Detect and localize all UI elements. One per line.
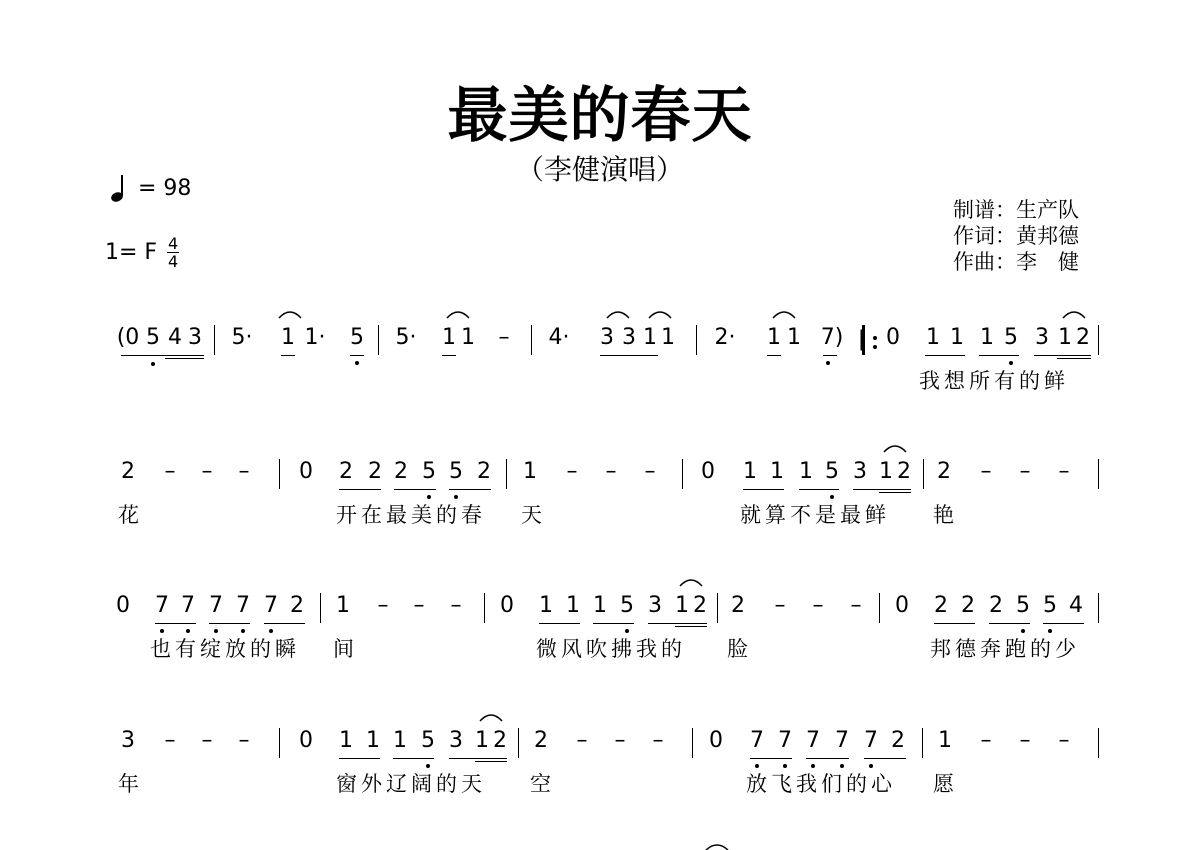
note: 2 xyxy=(394,459,408,484)
note: 0 xyxy=(886,325,900,350)
song-subtitle: （李健演唱） xyxy=(515,153,684,186)
lyric-text: 我想所有的鲜 xyxy=(919,369,1069,393)
note: 3 xyxy=(853,459,867,484)
note: 1 xyxy=(461,325,475,350)
note: 1 xyxy=(643,325,657,350)
note: 0 xyxy=(299,459,313,484)
underline xyxy=(393,758,434,759)
note: 0 xyxy=(895,593,909,618)
dash: – xyxy=(164,459,176,484)
tie-slur xyxy=(479,712,503,722)
barline xyxy=(214,325,215,355)
note: 1 xyxy=(661,325,675,350)
underline xyxy=(675,626,707,627)
lyric-text: 微风吹拂我的 xyxy=(536,637,686,661)
dash: – xyxy=(450,593,462,618)
key-signature xyxy=(105,236,179,269)
note: 1 xyxy=(787,325,801,350)
note: 1 xyxy=(799,459,813,484)
tie-slur xyxy=(446,309,470,319)
note: 7 xyxy=(835,728,849,753)
note: 3 xyxy=(600,325,614,350)
note: 5 xyxy=(146,325,160,350)
repeat-dot xyxy=(873,336,877,340)
tie-slur xyxy=(883,443,907,453)
barline xyxy=(696,325,697,355)
barline xyxy=(682,459,683,489)
underline xyxy=(593,623,634,624)
underline xyxy=(750,758,792,759)
underline xyxy=(879,492,911,493)
note: 1 xyxy=(950,325,964,350)
dash: – xyxy=(238,459,250,484)
low-octave-dot xyxy=(355,361,359,365)
time-signature xyxy=(167,236,179,269)
underline xyxy=(767,355,781,356)
dash: – xyxy=(980,459,992,484)
note: 7 xyxy=(750,728,764,753)
note: 1 xyxy=(593,593,607,618)
barline xyxy=(1098,459,1099,489)
tie-slur xyxy=(648,309,672,319)
note: 2 xyxy=(534,728,548,753)
credit-composer: 作曲：李 健 xyxy=(953,250,1079,274)
underline xyxy=(853,489,911,490)
dash: – xyxy=(980,728,992,753)
underline xyxy=(806,758,849,759)
note: 2 xyxy=(961,593,975,618)
low-octave-dot xyxy=(151,362,155,366)
note: 4 xyxy=(1069,593,1083,618)
low-octave-dot xyxy=(826,361,830,365)
dash: – xyxy=(576,728,588,753)
barline xyxy=(923,459,924,489)
dash: – xyxy=(498,325,510,350)
note: 1 xyxy=(281,325,295,350)
underline xyxy=(394,489,436,490)
barline xyxy=(1098,325,1099,355)
note: 1 xyxy=(566,593,580,618)
underline xyxy=(648,623,707,624)
barline xyxy=(717,593,718,623)
lyric-text: 天 xyxy=(521,503,546,527)
note: 1 xyxy=(393,728,407,753)
note: 1 xyxy=(366,728,380,753)
dash: – xyxy=(413,593,425,618)
note: 7 xyxy=(264,593,278,618)
note: 2 xyxy=(1076,325,1090,350)
note: 5 xyxy=(620,593,634,618)
dash: – xyxy=(774,593,786,618)
underline xyxy=(1043,623,1084,624)
note: 1 xyxy=(938,728,952,753)
note: 2 xyxy=(121,459,135,484)
time-signature-top: 4 xyxy=(167,234,179,253)
lyric-text: 脸 xyxy=(727,637,752,661)
barline xyxy=(692,728,693,758)
underline xyxy=(165,358,204,359)
barline xyxy=(922,728,923,758)
dash: – xyxy=(566,459,578,484)
note: 5 xyxy=(350,325,364,350)
note: 2 xyxy=(934,593,948,618)
dash: – xyxy=(812,593,824,618)
dash: – xyxy=(201,728,213,753)
note: 2 xyxy=(897,459,911,484)
lyric-text: 就算不是最鲜 xyxy=(740,503,890,527)
dash: – xyxy=(1019,459,1031,484)
underline xyxy=(475,761,507,762)
note: 1 xyxy=(523,459,537,484)
note: 3 xyxy=(648,593,662,618)
note: 3 xyxy=(449,728,463,753)
dash: – xyxy=(605,459,617,484)
barline xyxy=(1098,593,1099,623)
credit-lyricist: 作词：黄邦德 xyxy=(953,224,1079,248)
underline xyxy=(1034,355,1091,356)
note: 7 xyxy=(806,728,820,753)
lyric-text: 间 xyxy=(333,637,358,661)
underline xyxy=(989,623,1030,624)
credits xyxy=(953,197,1079,275)
note: 3 xyxy=(121,728,135,753)
dash: – xyxy=(164,728,176,753)
dash: – xyxy=(238,728,250,753)
note: 2 xyxy=(731,593,745,618)
barline xyxy=(484,593,485,623)
tie-slur xyxy=(705,842,729,850)
barline xyxy=(279,459,280,489)
note: 7 xyxy=(155,593,169,618)
underline xyxy=(339,758,380,759)
note: 2 xyxy=(891,728,905,753)
song-title: 最美的春天 xyxy=(447,81,753,151)
credit-arranger: 制谱：生产队 xyxy=(953,198,1079,222)
dash: – xyxy=(652,728,664,753)
note: 2 xyxy=(493,728,507,753)
underline xyxy=(979,355,1019,356)
note: 1 xyxy=(743,459,757,484)
lyric-text: 也有绽放的瞬 xyxy=(150,637,300,661)
note: 2· xyxy=(714,325,736,350)
underline xyxy=(209,623,250,624)
barline xyxy=(378,325,379,355)
barline xyxy=(518,728,519,758)
note: 2 xyxy=(693,593,707,618)
note: 0 xyxy=(500,593,514,618)
note: 3 xyxy=(188,325,202,350)
lyric-text: 空 xyxy=(530,772,555,796)
note: 4 xyxy=(168,325,182,350)
underline xyxy=(449,489,491,490)
barline xyxy=(320,593,321,623)
note: 5· xyxy=(231,325,253,350)
note: 1 xyxy=(770,459,784,484)
note: 1 xyxy=(980,325,994,350)
note: 3 xyxy=(622,325,636,350)
note: 1 xyxy=(336,593,350,618)
underline xyxy=(600,355,658,356)
note: 1· xyxy=(304,325,326,350)
note: 1 xyxy=(339,728,353,753)
note: 7 xyxy=(778,728,792,753)
lyric-text: 窗外辽阔的天 xyxy=(336,772,486,796)
tie-slur xyxy=(278,309,302,319)
note: 0 xyxy=(709,728,723,753)
dash: – xyxy=(377,593,389,618)
note: 5 xyxy=(449,459,463,484)
lyric-text: 艳 xyxy=(933,503,958,527)
underline xyxy=(539,623,580,624)
lyric-text: 花 xyxy=(118,503,143,527)
barline xyxy=(531,325,532,355)
note: 7) xyxy=(820,325,844,350)
tie-slur xyxy=(772,309,796,319)
note: 2 xyxy=(937,459,951,484)
quarter-note-icon xyxy=(110,173,128,203)
underline xyxy=(339,489,381,490)
tie-slur xyxy=(1062,309,1086,319)
barline xyxy=(1098,728,1099,758)
underline xyxy=(155,623,196,624)
note: 0 xyxy=(116,593,130,618)
barline xyxy=(879,593,880,623)
dash: – xyxy=(644,459,656,484)
note: 7 xyxy=(181,593,195,618)
tie-slur xyxy=(606,309,630,319)
underline xyxy=(864,758,906,759)
note: 5 xyxy=(422,459,436,484)
underline xyxy=(449,758,507,759)
underline xyxy=(934,623,975,624)
note: 0 xyxy=(701,459,715,484)
dash: – xyxy=(850,593,862,618)
underline xyxy=(442,355,456,356)
note: 3 xyxy=(1035,325,1049,350)
note: 1 xyxy=(767,325,781,350)
note: 0 xyxy=(299,728,313,753)
note: 2 xyxy=(989,593,1003,618)
dash: – xyxy=(1019,728,1031,753)
repeat-start-sign xyxy=(862,325,875,355)
note: 7 xyxy=(864,728,878,753)
lyric-text: 放飞我们的心 xyxy=(746,772,896,796)
note: 5 xyxy=(825,459,839,484)
dash: – xyxy=(614,728,626,753)
barline xyxy=(279,728,280,758)
underline xyxy=(1057,358,1091,359)
time-signature-bottom: 4 xyxy=(167,252,179,271)
note: 1 xyxy=(442,325,456,350)
underline xyxy=(743,489,784,490)
barline xyxy=(506,459,507,489)
underline xyxy=(925,355,965,356)
underline xyxy=(121,355,204,356)
lyric-text: 年 xyxy=(118,772,143,796)
note: 1 xyxy=(675,593,689,618)
lyric-text: 开在最美的春 xyxy=(336,503,486,527)
tie-slur xyxy=(679,577,703,587)
underline xyxy=(799,489,839,490)
note: (0 xyxy=(116,325,140,350)
tempo-marking xyxy=(110,172,191,204)
note: 7 xyxy=(236,593,250,618)
underline xyxy=(350,355,364,356)
note: 2 xyxy=(368,459,382,484)
lyric-text: 邦德奔跑的少 xyxy=(930,637,1080,661)
note: 1 xyxy=(539,593,553,618)
dash: – xyxy=(201,459,213,484)
note: 5· xyxy=(395,325,417,350)
note: 1 xyxy=(926,325,940,350)
note: 2 xyxy=(290,593,304,618)
note: 1 xyxy=(879,459,893,484)
key-label: 1= F xyxy=(105,240,158,265)
note: 4· xyxy=(548,325,570,350)
tempo-value: = 98 xyxy=(138,175,192,201)
dash: – xyxy=(1058,459,1070,484)
note: 5 xyxy=(1016,593,1030,618)
underline xyxy=(281,355,295,356)
lyric-text: 愿 xyxy=(933,772,958,796)
note: 5 xyxy=(1004,325,1018,350)
note: 7 xyxy=(209,593,223,618)
note: 2 xyxy=(339,459,353,484)
note: 1 xyxy=(475,728,489,753)
note: 5 xyxy=(1043,593,1057,618)
note: 2 xyxy=(477,459,491,484)
repeat-dot xyxy=(873,345,877,349)
note: 5 xyxy=(421,728,435,753)
underline xyxy=(823,355,837,356)
note: 1 xyxy=(1058,325,1072,350)
underline xyxy=(264,623,305,624)
dash: – xyxy=(1058,728,1070,753)
